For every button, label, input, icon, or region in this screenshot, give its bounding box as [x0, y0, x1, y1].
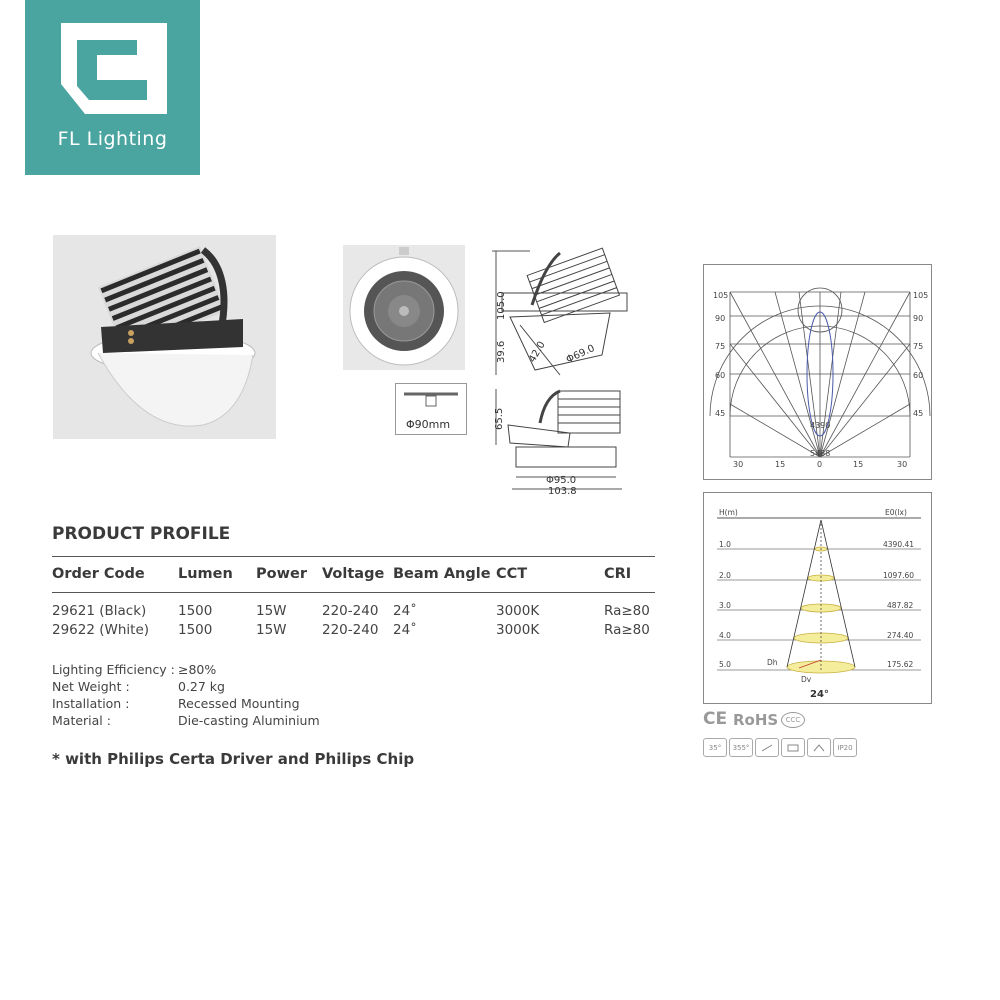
front-view-drawing: [343, 245, 465, 370]
beam-angle-icon: 35°: [703, 738, 727, 757]
col-order-code: Order Code: [52, 566, 145, 582]
col-beam-angle: Beam Angle: [393, 566, 491, 582]
spec-value: Recessed Mounting: [178, 696, 300, 711]
cone-h-header: H(m): [719, 508, 738, 517]
row-power: 15W: [256, 622, 287, 638]
polar-left-label: 90: [715, 314, 726, 323]
product-photo: [53, 235, 276, 439]
polar-light-distribution: [703, 264, 933, 481]
cone-height: 1.0: [719, 540, 731, 549]
ccc-mark: CCC: [781, 712, 805, 728]
cutout-box: [395, 383, 467, 435]
polar-right-label: 90: [913, 314, 924, 323]
polar-left-label: 105: [713, 291, 729, 300]
polar-right-label: 45: [913, 409, 924, 418]
cutout-label: Φ90mm: [406, 418, 451, 431]
row-cri: Ra≥80: [604, 603, 650, 619]
header-divider: [52, 592, 655, 593]
driver-icon: [781, 738, 805, 757]
polar-scale-label: 5488: [810, 449, 831, 458]
cone-angle-label: 24°: [810, 689, 829, 700]
driver-note: * with Philips Certa Driver and Philips Chip: [52, 750, 415, 768]
spec-label: Installation :: [52, 696, 130, 711]
cone-dv-label: Dv: [801, 675, 812, 684]
cone-lux: 175.62: [887, 660, 914, 669]
dim-69-label: Φ69.0: [564, 343, 597, 366]
mounted-dimension-drawing: [490, 385, 635, 495]
row-cct: 3000K: [496, 603, 540, 619]
polar-right-label: 75: [913, 342, 924, 351]
row-voltage: 220-240: [322, 603, 379, 619]
cone-lux: 487.82: [887, 601, 914, 610]
polar-bottom-label: 30: [733, 460, 744, 469]
spec-value: 0.27 kg: [178, 679, 225, 694]
col-cri: CRI: [604, 566, 632, 582]
row-order-code: 29622 (White): [52, 622, 150, 638]
polar-left-label: 45: [715, 409, 726, 418]
ip20-icon: IP20: [833, 738, 857, 757]
row-power: 15W: [256, 603, 287, 619]
polar-bottom-label: 0: [817, 460, 823, 469]
spec-value: Die-casting Aluminium: [178, 713, 320, 728]
polar-left-label: 75: [715, 342, 726, 351]
spec-value: ≥80%: [178, 662, 217, 677]
brand-logo: [25, 0, 200, 175]
cone-height: 2.0: [719, 571, 731, 580]
polar-right-label: 105: [913, 291, 929, 300]
cone-height: 3.0: [719, 601, 731, 610]
dim-39-6-label: 39.6: [496, 340, 507, 363]
illuminance-cone-diagram: [703, 492, 933, 705]
row-beam-angle: 24˚: [393, 622, 417, 638]
row-cct: 3000K: [496, 622, 540, 638]
cone-lux: 4390.41: [883, 540, 915, 549]
row-voltage: 220-240: [322, 622, 379, 638]
polar-bottom-label: 15: [853, 460, 864, 469]
polar-bottom-label: 30: [897, 460, 908, 469]
dim-95-label: Φ95.0: [546, 475, 577, 486]
side-dimension-drawing: [490, 245, 635, 380]
ce-mark: CE: [703, 709, 728, 729]
col-power: Power: [256, 566, 307, 582]
cone-lux: 274.40: [887, 631, 914, 640]
cone-height: 5.0: [719, 660, 731, 669]
cone-e-header: E0(lx): [885, 508, 907, 517]
polar-bottom-label: 15: [775, 460, 786, 469]
row-beam-angle: 24˚: [393, 603, 417, 619]
row-order-code: 29621 (Black): [52, 603, 147, 619]
col-voltage: Voltage: [322, 566, 385, 582]
polar-left-label: 60: [715, 371, 726, 380]
dim-42-label: 42.0: [527, 339, 548, 365]
cone-height: 4.0: [719, 631, 731, 640]
col-lumen: Lumen: [178, 566, 233, 582]
spec-label: Lighting Efficiency :: [52, 662, 175, 677]
col-cct: CCT: [496, 566, 528, 582]
spec-label: Material :: [52, 713, 111, 728]
row-lumen: 1500: [178, 603, 213, 619]
spec-label: Net Weight :: [52, 679, 130, 694]
rotation-icon: 355°: [729, 738, 753, 757]
dim-105-label: 105.0: [496, 291, 507, 320]
polar-right-label: 60: [913, 371, 924, 380]
brand-name: FL Lighting: [57, 128, 168, 150]
row-cri: Ra≥80: [604, 622, 650, 638]
row-lumen: 1500: [178, 622, 213, 638]
cutout-drawing: [396, 384, 466, 434]
dim-65-5-label: 65.5: [494, 407, 505, 430]
cone-lux: 1097.60: [883, 571, 915, 580]
dim-103-8-label: 103.8: [548, 486, 577, 495]
rohs-mark: RoHS: [733, 711, 779, 729]
tilt-icon: [755, 738, 779, 757]
downlight-image: [53, 235, 276, 439]
cone-dh-label: Dh: [767, 658, 778, 667]
profile-divider: [52, 556, 655, 557]
polar-peak-label: 4390: [810, 421, 831, 430]
dimming-icon: [807, 738, 831, 757]
product-profile-title: PRODUCT PROFILE: [52, 524, 231, 544]
